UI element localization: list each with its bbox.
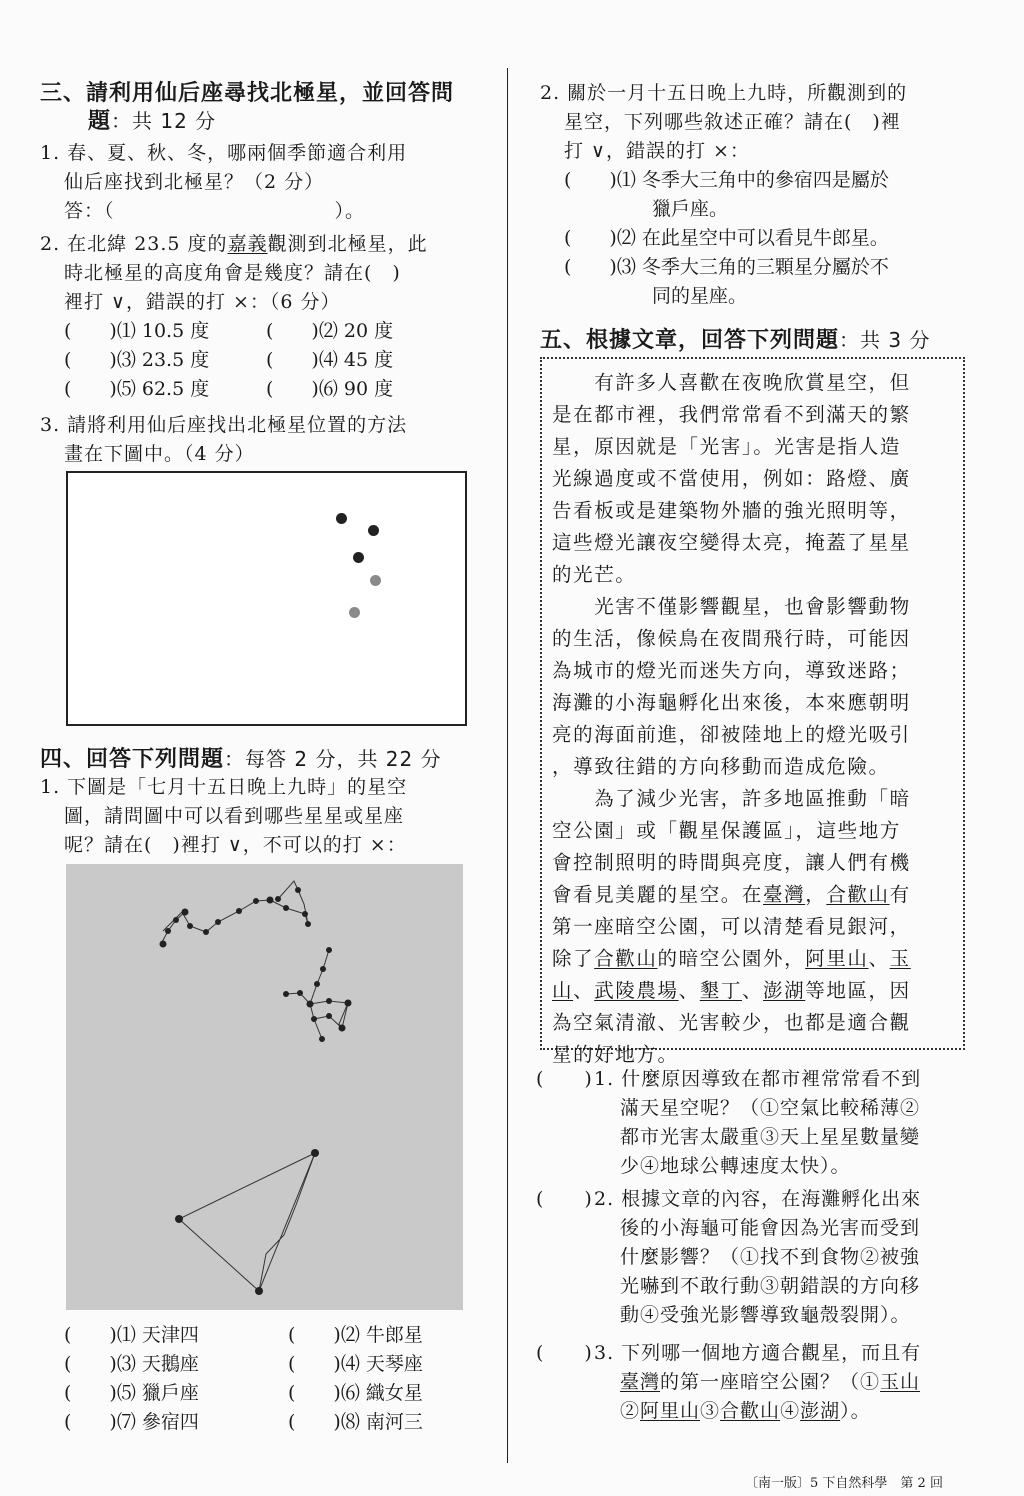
- deneb-star: [255, 1287, 263, 1295]
- q3-2-line1-a: 2. 在北緯 23.5 度的: [40, 233, 228, 255]
- constellation-line-3: [310, 950, 329, 1039]
- q4-1-option-8[interactable]: ( )⑻ 南河三: [288, 1411, 423, 1433]
- article-line: 告看板或是建築物外牆的強光照明等，: [552, 499, 911, 522]
- article-line-mixed-2: [552, 943, 911, 975]
- cassiopeia-star: [336, 513, 347, 524]
- q3-1-line1: 1. 春、夏、秋、冬，哪兩個季節適合利用: [40, 142, 408, 164]
- q4-1-line3: 呢？請在( )裡打 ∨，不可以的打 ×：: [64, 834, 407, 856]
- q4-1-line1: 1. 下圖是「七月十五日晚上九時」的星空: [40, 776, 408, 798]
- place-alishan: 阿里山: [640, 1400, 701, 1422]
- place-kenting: 墾丁: [699, 979, 742, 1002]
- mcq-2-answer-paren[interactable]: ( ): [536, 1188, 593, 1210]
- mcq-3-text: 的第一座暗空公園？（①: [660, 1371, 881, 1393]
- article-text: ，: [805, 883, 827, 906]
- mcq-3-line1: 3. 下列哪一個地方適合觀星，而且有: [594, 1342, 922, 1364]
- section-4-title-text: 四、回答下列問題: [40, 747, 225, 772]
- article-line: 為了減少光害，許多地區推動「暗: [552, 787, 911, 810]
- q4-2-option-3-cont: 同的星座。: [652, 285, 748, 307]
- q4-2-option-1[interactable]: ( )⑴ 冬季大三角中的參宿四是屬於: [564, 169, 889, 191]
- article-line: 亮的海面前進，卻被陸地上的燈光吸引: [552, 723, 911, 746]
- section-3-title: [40, 76, 454, 107]
- cassiopeia-star: [349, 607, 360, 618]
- q3-2-line1-b: 觀測到北極星，此: [267, 233, 428, 255]
- q4-2-line2: 星空，下列哪些敘述正確？請在( )裡: [564, 111, 901, 133]
- place-taiwan: 臺灣: [620, 1371, 661, 1393]
- article-paragraph-1: [552, 367, 911, 1071]
- q3-2-option-5[interactable]: ( )⑸ 62.5 度: [64, 378, 210, 400]
- q3-1-line2: 仙后座找到北極星？（2 分）: [64, 171, 325, 193]
- article-text: 、: [573, 979, 595, 1002]
- q4-1-option-3[interactable]: ( )⑶ 天鵝座: [64, 1353, 199, 1375]
- section-3-title-text: 三、請利用仙后座尋找北極星，並回答問: [40, 81, 455, 106]
- q3-3-line1: 3. 請將利用仙后座找出北極星位置的方法: [40, 414, 408, 436]
- q4-1-option-5[interactable]: ( )⑸ 獵戶座: [64, 1382, 199, 1404]
- article-text: 等地區，因: [805, 979, 911, 1002]
- constellation-line-2: [161, 912, 185, 944]
- article-line: 星，原因就是「光害」。光害是指人造: [552, 435, 901, 458]
- article-line: 有許多人喜歡在夜晚欣賞星空，但: [552, 371, 911, 394]
- column-divider: [507, 68, 508, 1463]
- place-hehuanshan: 合歡山: [826, 883, 890, 906]
- q3-3-line2: 畫在下圖中。（4 分）: [64, 443, 255, 465]
- article-text: 的暗空公園外，: [657, 947, 806, 970]
- place-chiayi: 嘉義: [227, 233, 268, 255]
- article-text: 會看見美麗的星空。在: [552, 883, 764, 906]
- article-line: ，導致往錯的方向移動而造成危險。: [552, 755, 890, 778]
- section-5-title-text: 五、根據文章，回答下列問題: [540, 328, 840, 353]
- constellation-line-4: [286, 993, 348, 1028]
- q4-1-option-1[interactable]: ( )⑴ 天津四: [64, 1324, 199, 1346]
- cassiopeia-star: [368, 525, 379, 536]
- q4-1-option-4[interactable]: ( )⑷ 天琴座: [288, 1353, 423, 1375]
- place-penghu: 澎湖: [800, 1400, 841, 1422]
- place-taiwan: 臺灣: [763, 883, 806, 906]
- place-hehuanshan: 合歡山: [720, 1400, 781, 1422]
- q3-2-option-4[interactable]: ( )⑷ 45 度: [266, 349, 394, 371]
- vega-star: [311, 1149, 319, 1157]
- section-3-title-text2: 題: [88, 109, 112, 134]
- mcq-1-line1: 1. 什麼原因導致在都市裡常常看不到: [594, 1068, 922, 1090]
- article-line: 海灘的小海龜孵化出來後，本來應朝明: [552, 691, 911, 714]
- mcq-3-text: ）。: [840, 1400, 871, 1422]
- mcq-1-line4: 少④地球公轉速度太快）。: [620, 1155, 851, 1177]
- mcq-2-line5: 動④受強光影響導致龜殼裂開）。: [620, 1304, 911, 1326]
- article-line: 星的好地方。: [552, 1043, 679, 1066]
- place-wuling-farm: 武陵農場: [594, 979, 679, 1002]
- section-4-title: [40, 742, 442, 773]
- mcq-1-answer-paren[interactable]: ( ): [536, 1068, 593, 1090]
- q3-2-option-2[interactable]: ( )⑵ 20 度: [266, 320, 394, 342]
- summer-triangle: [179, 1153, 315, 1291]
- article-line: 空公園」或「觀星保護區」，這些地方: [552, 819, 901, 842]
- page-footer: 〔南一版〕5 下自然科學 第 2 回: [745, 1476, 943, 1491]
- place-yushan: 玉山: [880, 1371, 921, 1393]
- q4-2-option-2[interactable]: ( )⑵ 在此星空中可以看見牛郎星。: [564, 227, 889, 249]
- q4-1-option-2[interactable]: ( )⑵ 牛郎星: [288, 1324, 423, 1346]
- q4-2-option-3[interactable]: ( )⑶ 冬季大三角的三顆星分屬於不: [564, 256, 889, 278]
- article-line: 是在都市裡，我們常常看不到滿天的繁: [552, 403, 911, 426]
- q4-1-line2: 圖，請問圖中可以看到哪些星星或星座: [64, 805, 405, 827]
- article-line: 為城市的燈光而迷失方向，導致迷路；: [552, 659, 911, 682]
- mcq-3-line2: [620, 1367, 920, 1397]
- altair-star: [175, 1215, 183, 1223]
- mcq-2-line2: 後的小海龜可能會因為光害而受到: [620, 1217, 921, 1239]
- cassiopeia-drawing-box[interactable]: [66, 471, 467, 726]
- q3-2-option-1[interactable]: ( )⑴ 10.5 度: [64, 320, 210, 342]
- place-penghu: 澎湖: [763, 979, 806, 1002]
- article-line: 光線過度或不當使用，例如：路燈、廣: [552, 467, 911, 490]
- q3-2-option-3[interactable]: ( )⑶ 23.5 度: [64, 349, 210, 371]
- q3-1-answer: 答：（ ）。: [64, 200, 366, 222]
- place-yushan: 山: [552, 979, 574, 1002]
- cassiopeia-star: [353, 552, 364, 563]
- article-box: [540, 357, 965, 1066]
- q3-2-option-6[interactable]: ( )⑹ 90 度: [266, 378, 394, 400]
- q3-2-line2: 時北極星的高度角會是幾度？請在( ): [64, 262, 401, 284]
- article-line-mixed-1: [552, 879, 911, 911]
- article-line: 光害不僅影響觀星，也會影響動物: [552, 595, 911, 618]
- summer-star-map: [66, 864, 463, 1310]
- section-3-title-line2: [88, 104, 216, 135]
- article-line: 第一座暗空公園，可以清楚看見銀河，: [552, 915, 911, 938]
- article-text: 除了: [552, 947, 595, 970]
- q4-1-option-7[interactable]: ( )⑺ 參宿四: [64, 1411, 199, 1433]
- section-5-score: ：共 3 分: [839, 328, 931, 352]
- article-line: 會控制照明的時間與亮度，讓人們有機: [552, 851, 911, 874]
- article-line: 的生活，像候鳥在夜間飛行時，可能因: [552, 627, 911, 650]
- section-4-score: ：每答 2 分，共 22 分: [224, 747, 442, 771]
- q4-2-line1: 2. 關於一月十五日晚上九時，所觀測到的: [540, 82, 908, 104]
- star-map-svg: [66, 864, 463, 1310]
- article-text: 有: [889, 883, 911, 906]
- mcq-3-text: ③: [700, 1400, 721, 1422]
- mcq-1-line2: 滿天星空呢？（①空氣比較稀薄②: [620, 1097, 921, 1119]
- article-line: 的光芒。: [552, 563, 637, 586]
- section-3-score: ：共 12 分: [111, 109, 217, 133]
- mcq-3-answer-paren[interactable]: ( ): [536, 1342, 593, 1364]
- place-yushan: 玉: [889, 947, 911, 970]
- mcq-2-line3: 什麼影響？（①找不到食物②被強: [620, 1246, 921, 1268]
- q4-1-option-6[interactable]: ( )⑹ 織女星: [288, 1382, 423, 1404]
- mcq-3-text: ②: [620, 1400, 641, 1422]
- q4-2-option-1-cont: 獵戶座。: [652, 198, 729, 220]
- section-5-title: [540, 323, 930, 354]
- article-line: 這些燈光讓夜空變得太亮，掩蓋了星星: [552, 531, 911, 554]
- mcq-3-text: ④: [780, 1400, 801, 1422]
- place-hehuanshan: 合歡山: [594, 947, 658, 970]
- mcq-2-line1: 2. 根據文章的內容，在海灘孵化出來: [594, 1188, 922, 1210]
- mcq-3-line3: [620, 1396, 871, 1426]
- q4-2-line3: 打 ∨，錯誤的打 ×：: [564, 140, 750, 162]
- place-alishan: 阿里山: [805, 947, 869, 970]
- article-line-mixed-3: [552, 975, 911, 1007]
- article-text: 、: [868, 947, 890, 970]
- article-text: 、: [741, 979, 764, 1002]
- cassiopeia-star: [370, 575, 381, 586]
- q3-2-line3: 裡打 ∨，錯誤的打 ×：（6 分）: [64, 291, 341, 313]
- mcq-2-line4: 光嚇到不敢行動③朝錯誤的方向移: [620, 1275, 921, 1297]
- q3-2-line1: [40, 229, 428, 259]
- mcq-1-line3: 都市光害太嚴重③天上星星數量變: [620, 1126, 921, 1148]
- article-line: 為空氣清澈、光害較少，也都是適合觀: [552, 1011, 911, 1034]
- article-text: 、: [678, 979, 700, 1002]
